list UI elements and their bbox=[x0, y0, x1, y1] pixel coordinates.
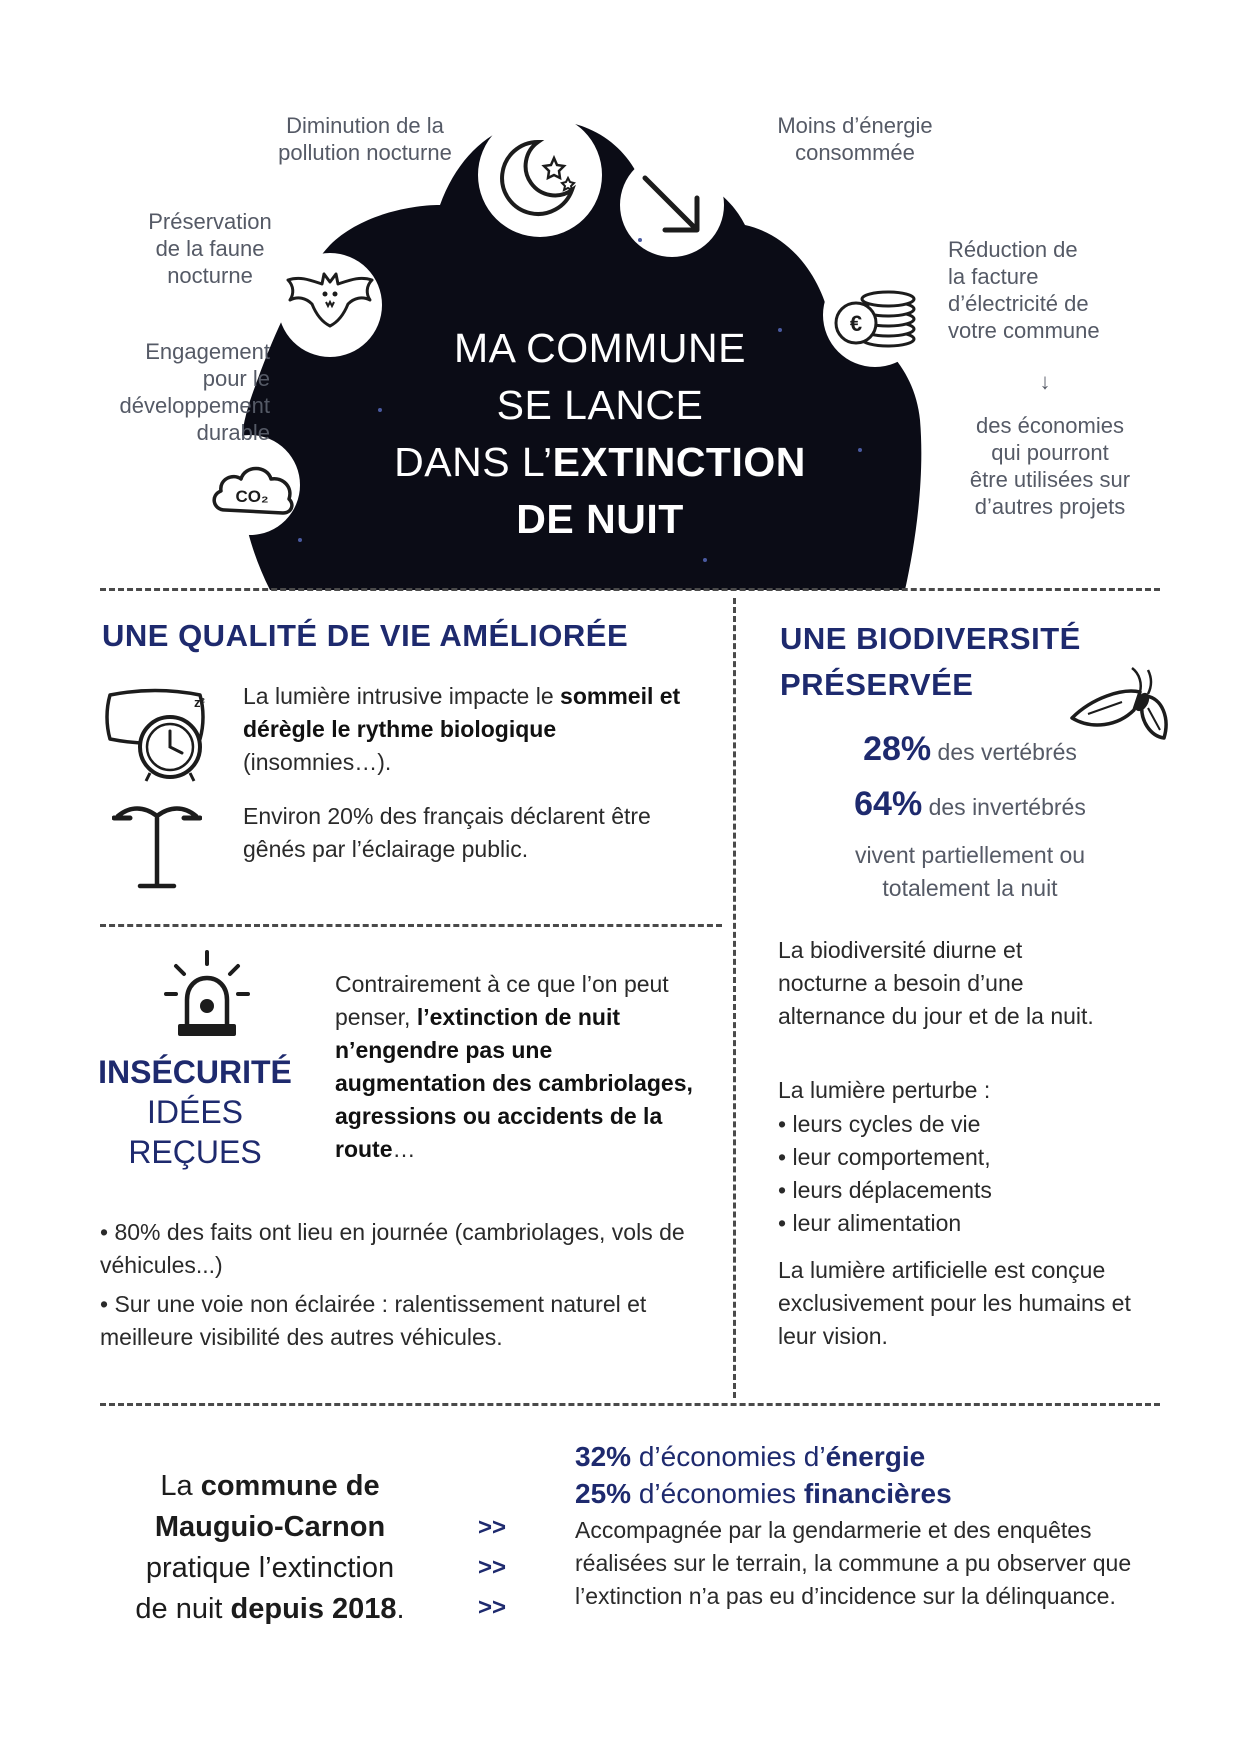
siren-icon bbox=[160, 948, 255, 1043]
biodiversite-paragraph3: La lumière artificielle est conçue exclusivement pour les humains et leur vision. bbox=[778, 1257, 1131, 1349]
biodiversite-list bbox=[778, 1108, 1158, 1240]
insecurite-bullet1: • 80% des faits ont lieu en journée (cambriolages, vols de véhicules...) bbox=[100, 1219, 685, 1278]
qualite-paragraph1: La lumière intrusive impacte le sommeil et dérègle le rythme biologique (insomnies…). bbox=[243, 683, 681, 775]
footer-arrows bbox=[478, 1508, 528, 1628]
footer-left-text: La commune de Mauguio-Carnon pratique l’extinction de nuit depuis 2018. bbox=[135, 1470, 405, 1625]
divider-left-middle bbox=[100, 924, 722, 927]
divider-bottom bbox=[100, 1403, 1160, 1406]
biodiversite-stats bbox=[760, 725, 1180, 905]
insecurite-bullet2: • Sur une voie non éclairée : ralentissement naturel et meilleure visibilité des autres véhicules. bbox=[100, 1291, 647, 1350]
list-item: • leur alimentation bbox=[778, 1207, 1158, 1240]
qualite-paragraph2: Environ 20% des français déclarent être gênés par l’éclairage public. bbox=[243, 803, 651, 862]
biodiversite-title-line2: PRÉSERVÉE bbox=[780, 667, 974, 702]
arrow-mark: >> bbox=[478, 1594, 507, 1621]
hero-title-line1: MA COMMUNE bbox=[454, 325, 746, 371]
co2-cloud-icon bbox=[205, 455, 300, 520]
benefit-economies: des économies qui pourront être utilisées sur d’autres projets bbox=[969, 413, 1131, 519]
arrow-mark: >> bbox=[478, 1514, 507, 1541]
hero-title-line4: DE NUIT bbox=[516, 496, 684, 542]
footer-stat-energie: 32% d’économies d’énergie bbox=[575, 1441, 926, 1472]
benefit-faune: Préservation de la faune nocturne bbox=[148, 209, 272, 288]
co2-label: CO₂ bbox=[235, 487, 269, 506]
stat-invertebres: 64% des invertébrés bbox=[854, 785, 1086, 823]
zz-mark: z² bbox=[194, 695, 205, 710]
stat-caption: vivent partiellement ou totalement la nuit bbox=[854, 842, 1086, 901]
biodiversite-paragraph2: La lumière perturbe : bbox=[778, 1077, 991, 1103]
pillow-clock-icon bbox=[100, 685, 220, 785]
list-item: • leur comportement, bbox=[778, 1141, 1158, 1174]
footer-stats bbox=[575, 1438, 1155, 1613]
benefit-durable: Engagement pour le développement durable bbox=[119, 339, 270, 445]
qualite-title: UNE QUALITÉ DE VIE AMÉLIORÉE bbox=[102, 618, 629, 653]
insecurite-title-line2: IDÉES bbox=[146, 1094, 244, 1130]
benefit-energie: Moins d’énergie consommée bbox=[777, 113, 933, 165]
euro-symbol: € bbox=[849, 311, 863, 336]
stat-vertebres: 28% des vertébrés bbox=[863, 730, 1077, 768]
divider-vertical bbox=[733, 598, 736, 1398]
biodiversite-title-line1: UNE BIODIVERSITÉ bbox=[780, 621, 1081, 656]
insecurite-title-line1: INSÉCURITÉ bbox=[98, 1054, 292, 1090]
footer-paragraph: Accompagnée par la gendarmerie et des enquêtes réalisées sur le terrain, la commune a pu observer que l’extinction n’a pas eu d’incidence sur la délinquance. bbox=[575, 1517, 1132, 1609]
benefit-arrow: ↓ bbox=[1039, 369, 1051, 394]
hero-title-line3: DANS L’EXTINCTION bbox=[394, 439, 806, 485]
divider-top bbox=[100, 588, 1160, 591]
arrow-down-right-icon bbox=[635, 168, 711, 244]
benefit-pollution: Diminution de la pollution nocturne bbox=[278, 113, 452, 165]
street-lamp-icon bbox=[112, 798, 202, 893]
list-item: • leurs cycles de vie bbox=[778, 1108, 1158, 1141]
biodiversite-title bbox=[780, 616, 1081, 708]
insecurite-title bbox=[90, 1052, 300, 1172]
biodiversite-paragraph1: La biodiversité diurne et nocturne a besoin d’une alternance du jour et de la nuit. bbox=[778, 937, 1094, 1029]
list-item: • leurs déplacements bbox=[778, 1174, 1158, 1207]
insecurite-title-line3: REÇUES bbox=[128, 1134, 262, 1170]
hero-title bbox=[330, 320, 870, 548]
insecurite-paragraph: Contrairement à ce que l’on peut penser, l’extinction de nuit n’engendre pas une augmentation des cambriolages, agressions ou accidents de la route… bbox=[335, 971, 693, 1162]
footer-stat-financieres: 25% d’économies financières bbox=[575, 1478, 952, 1509]
arrow-mark: >> bbox=[478, 1554, 507, 1581]
benefit-facture: Réduction de la facture d’électricité de votre commune bbox=[948, 237, 1100, 343]
hero-title-line2: SE LANCE bbox=[496, 382, 704, 428]
